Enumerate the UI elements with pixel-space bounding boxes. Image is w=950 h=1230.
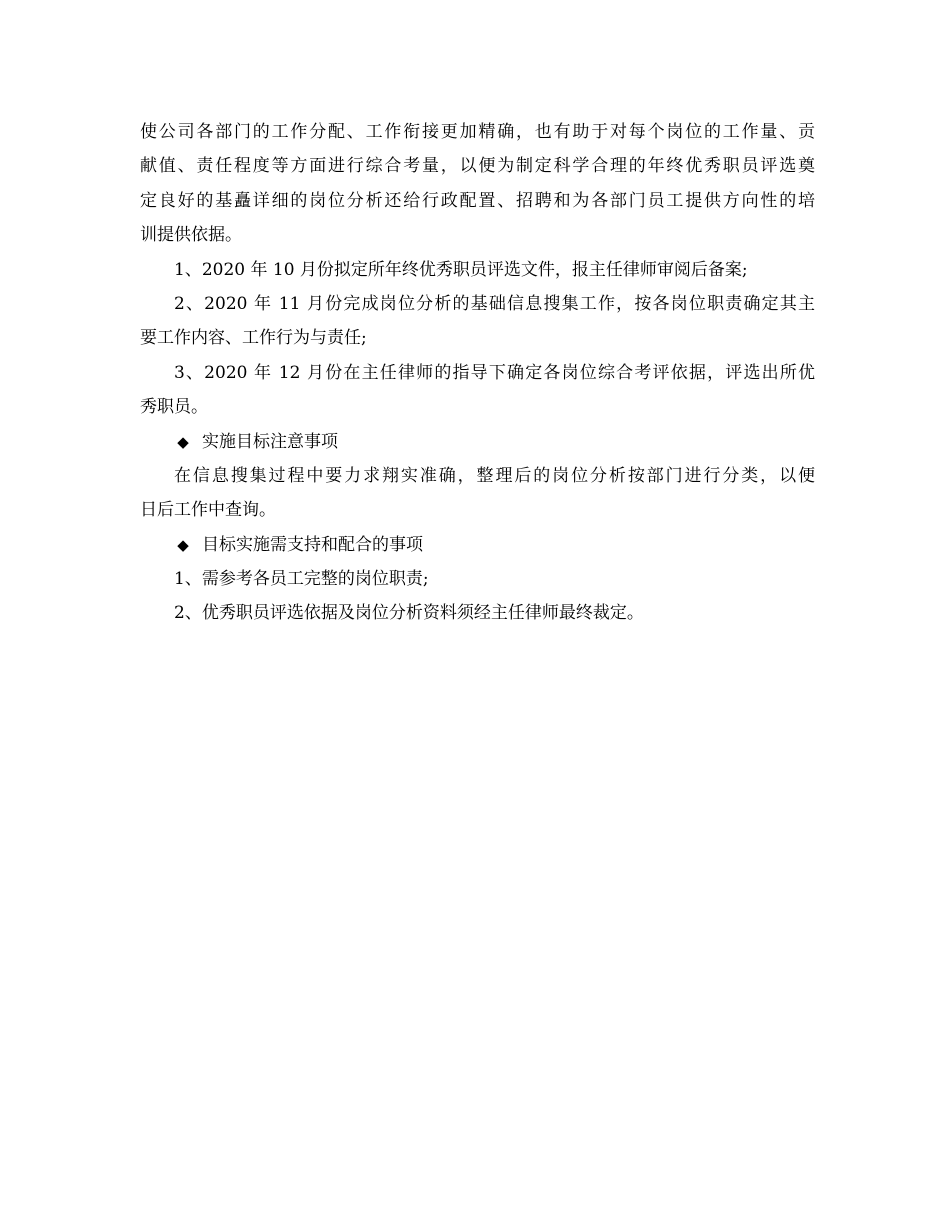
plan-item-3-line-2: 秀职员。 bbox=[140, 397, 208, 418]
section-2-item-1: 1、需参考各员工完整的岗位职责; bbox=[174, 569, 429, 590]
paragraph-1-line-4: 训提供依据。 bbox=[140, 225, 242, 246]
plan-item-2-line-2: 要工作内容、工作行为与责任; bbox=[140, 328, 367, 349]
paragraph-1-line-1: 使公司各部门的工作分配、工作衔接更加精确，也有助于对每个岗位的工作量、贡 bbox=[140, 122, 815, 142]
section-1-heading-row bbox=[140, 425, 815, 459]
section-1-body-line-1: 在信息搜集过程中要力求翔实准确，整理后的岗位分析按部门进行分类，以便 bbox=[174, 465, 815, 486]
section-2-heading: 目标实施需支持和配合的事项 bbox=[202, 534, 423, 555]
section-2-item-2: 2、优秀职员评选依据及岗位分析资料须经主任律师最终裁定。 bbox=[174, 603, 644, 624]
diamond-bullet-icon: ◆ bbox=[177, 432, 189, 451]
plan-item-2-line-1: 2、2020 年 11 月份完成岗位分析的基础信息搜集工作，按各岗位职责确定其主 bbox=[174, 293, 815, 314]
plan-item-3-line-1: 3、2020 年 12 月份在主任律师的指导下确定各岗位综合考评依据，评选出所优 bbox=[174, 362, 815, 383]
paragraph-1-line-3: 定良好的基矗详细的岗位分析还给行政配置、招聘和为各部门员工提供方向性的培 bbox=[140, 190, 815, 211]
document-page bbox=[140, 115, 815, 631]
section-2-heading-row bbox=[140, 528, 815, 562]
paragraph-1-line-2: 献值、责任程度等方面进行综合考量，以便为制定科学合理的年终优秀职员评选奠 bbox=[140, 156, 815, 177]
section-1-heading: 实施目标注意事项 bbox=[202, 431, 338, 452]
diamond-bullet-icon: ◆ bbox=[177, 535, 189, 554]
section-1-body-line-2: 日后工作中查询。 bbox=[140, 500, 276, 521]
plan-item-1: 1、2020 年 10 月份拟定所年终优秀职员评选文件，报主任律师审阅后备案; bbox=[174, 259, 748, 280]
